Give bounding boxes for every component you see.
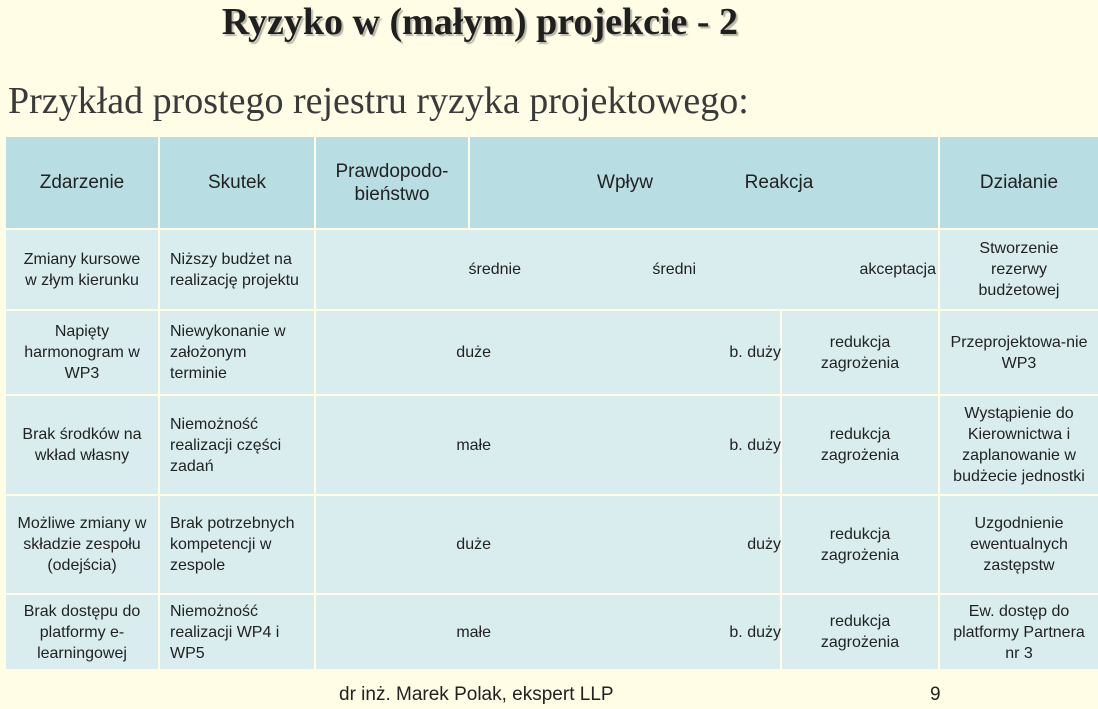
header-prawdopodobienstwo <box>316 137 468 228</box>
risk-register-table <box>6 137 1088 671</box>
header-wplyw: Wpływ <box>597 172 653 193</box>
header-zdarzenie: Zdarzenie <box>6 137 158 228</box>
row1-prawdopodobienstwo: średnie <box>468 261 521 278</box>
header-prawdopodobienstwo-label: Prawdopodo- bieństwo <box>335 160 449 205</box>
row3-zdarzenie: Brak środków na wkład własny <box>6 396 158 494</box>
header-skutek: Skutek <box>160 137 314 228</box>
row4-dzialanie: Uzgodnienie ewentualnych zastępstw <box>940 496 1098 593</box>
row5-reakcja: redukcja zagrożenia <box>782 595 938 669</box>
row5-dzialanie: Ew. dostęp do platformy Partnera nr 3 <box>940 595 1098 669</box>
row1-skutek: Niższy budżet na realizację projektu <box>160 230 314 309</box>
row4-zdarzenie: Możliwe zmiany w składzie zespołu (odejścia) <box>6 496 158 593</box>
row1-reakcja: akceptacja <box>859 261 936 278</box>
row4-pw <box>316 496 780 593</box>
row2-wplyw: b. duży <box>729 344 781 361</box>
row2-zdarzenie: Napięty harmonogram w WP3 <box>6 311 158 394</box>
row2-prawdopodobienstwo: duże <box>456 344 491 361</box>
row5-wplyw: b. duży <box>729 623 781 641</box>
footer-author: dr inż. Marek Polak, ekspert LLP <box>339 684 614 705</box>
slide-footer <box>0 680 960 709</box>
row2-pw <box>316 311 780 394</box>
row1-zdarzenie: Zmiany kursowe w złym kierunku <box>6 230 158 309</box>
row3-skutek: Niemożność realizacji części zadań <box>160 396 314 494</box>
row4-prawdopodobienstwo: duże <box>456 536 491 553</box>
row3-prawdopodobienstwo: małe <box>456 436 491 454</box>
row1-ocena <box>316 230 938 309</box>
row5-prawdopodobienstwo: małe <box>456 623 491 641</box>
row5-skutek: Niemożność realizacji WP4 i WP5 <box>160 595 314 669</box>
row3-pw <box>316 396 780 494</box>
slide-title: Ryzyko w (małym) projekcie - 2 <box>221 1 739 43</box>
row3-reakcja: redukcja zagrożenia <box>782 396 938 494</box>
page-number: 9 <box>930 684 941 705</box>
header-dzialanie: Działanie <box>940 137 1098 228</box>
row3-wplyw: b. duży <box>729 436 781 454</box>
row2-dzialanie: Przeprojektowa-nie WP3 <box>940 311 1098 394</box>
row5-zdarzenie: Brak dostępu do platformy e-learningowej <box>6 595 158 669</box>
row1-wplyw: średni <box>652 261 696 278</box>
row4-skutek: Brak potrzebnych kompetencji w zespole <box>160 496 314 593</box>
header-wplyw-reakcja <box>470 137 938 228</box>
header-reakcja: Reakcja <box>744 172 814 193</box>
row2-skutek: Niewykonanie w założonym terminie <box>160 311 314 394</box>
row3-dzialanie: Wystąpienie do Kierownictwa i zaplanowanie w budżecie jednostki <box>940 396 1098 494</box>
row5-pw <box>316 595 780 669</box>
row1-dzialanie: Stworzenie rezerwy budżetowej <box>940 230 1098 309</box>
slide-subtitle: Przykład prostego rejestru ryzyka projektowego: <box>8 80 749 122</box>
row4-reakcja: redukcja zagrożenia <box>782 496 938 593</box>
row2-reakcja: redukcja zagrożenia <box>782 311 938 394</box>
row4-wplyw: duży <box>747 536 781 553</box>
